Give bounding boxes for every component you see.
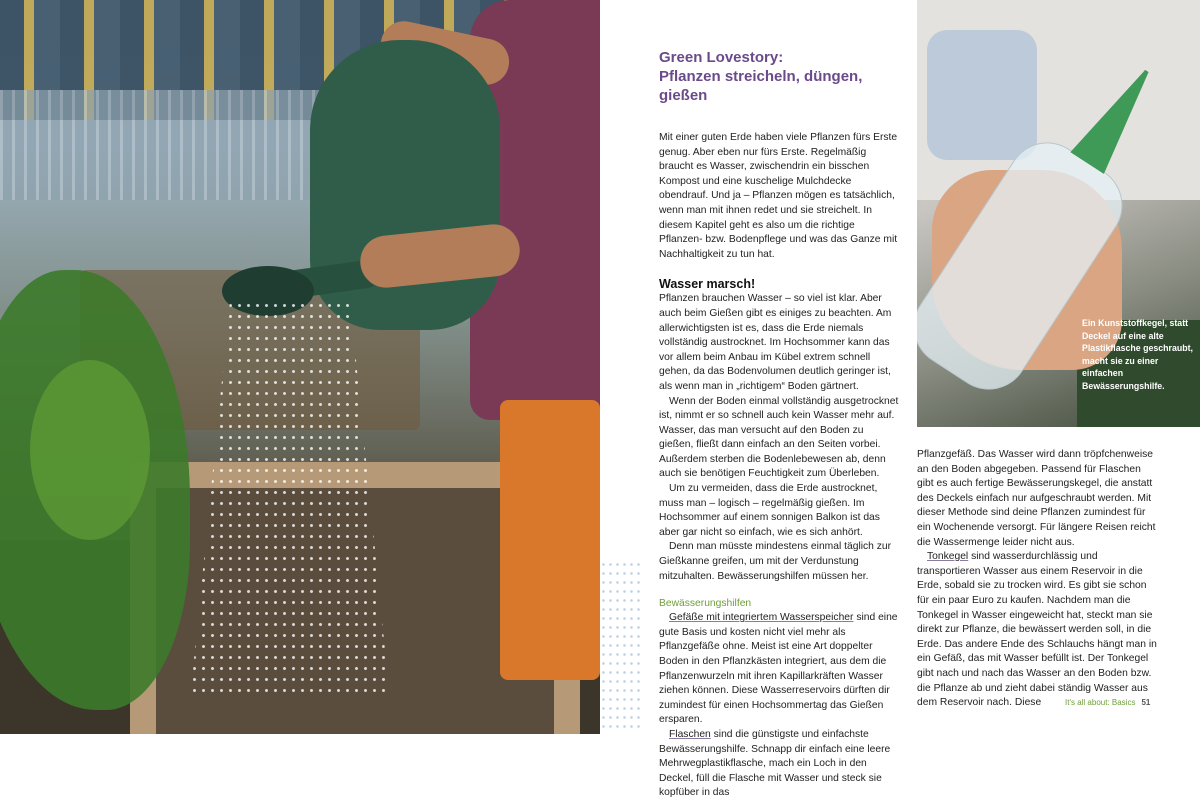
title-line-2: Pflanzen streicheln, düngen, gießen	[659, 68, 863, 104]
title-line-1: Green Lovestory:	[659, 49, 784, 66]
chapter-title	[659, 48, 899, 105]
subheading: Bewässerungshilfen	[659, 598, 752, 610]
text-column-right	[917, 448, 1157, 711]
section-heading: Wasser marsch!	[659, 277, 756, 292]
paragraph-2: Wenn der Boden einmal vollständig ausgetrocknet ist, nimmt er so schnell auch kein Wasser mehr auf. Wasser, das man versucht auf den Boden zu gießen, fließt dann einfach an den Seiten vorbei. Außerdem sterben die Bodenlebewesen ab, denn auch sie benötigen Feuchtigkeit zum Überleben.	[659, 395, 899, 480]
paragraph-5-text: sind eine gute Basis und kosten nicht viel mehr als Pflanzgefäße ohne. Meist ist eine Art doppelter Boden in den Pflanzkästen integriert, aus dem die Pflanzenwurzeln mit ihren Kapillarkräften Wasser ziehen können. Diese Wasserreservoirs dürften dir zumindest für einen Hochsommertag das Gießen ersparen.	[659, 612, 898, 726]
paragraph-4: Denn man müsste mindestens einmal täglich zur Gießkanne greifen, um mit der Verdunstung mitzuhalten. Bewässerungshilfen müssen her.	[659, 541, 892, 582]
page-number: 51	[1141, 698, 1151, 707]
paragraph-8	[917, 550, 1157, 711]
intro-paragraph: Mit einer guten Erde haben viele Pflanzen fürs Erste genug. Aber eben nur fürs Erste. Regelmäßig braucht es Wasser, zwischendrin ein bisschen Kompost und eine kuschelige Mulchdecke obendrauf. Und ja – Pflanzen mögen es tatsächlich, wenn man mit ihnen redet und sie streichelt. In diesem Kapitel geht es also um die richtige Pflanzen- bzw. Bodenpflege und was das Ganze mit Nachhaltigkeit zu tun hat.	[659, 132, 898, 260]
photo-caption: Ein Kunststoffkegel, statt Deckel auf eine alte Plastikflasche geschraubt, macht sie zu einer einfachen Bewässerungshilfe.	[1082, 318, 1193, 391]
footer-label: It's all about: Basics	[1065, 698, 1136, 707]
term-clay-cones: Tonkegel	[927, 551, 969, 563]
paragraph-7: Pflanzgefäß. Das Wasser wird dann tröpfchenweise an den Boden abgegeben. Passend für Flaschen gibt es auch fertige Bewässerungskegel, die anstatt des Deckels einfach nur aufgeschraubt werden. Mit dieser Methode sind deine Pflanzen zumindest für ein Wochenende versorgt. Für längere Reisen reicht die Wassermenge leider nicht aus.	[917, 449, 1156, 548]
paragraph-5	[659, 611, 899, 728]
watering-photo	[0, 0, 600, 734]
water-splash-decoration	[600, 560, 640, 734]
paragraph-6	[659, 728, 899, 801]
term-water-storage: Gefäße mit integriertem Wasserspeicher	[669, 612, 854, 624]
paragraph-3: Um zu vermeiden, dass die Erde austrocknet, muss man – logisch – regelmäßig gießen. Im Hochsommer auf einem sonnigen Balkon ist das aber gar nicht so einfach, wie es sich anhört.	[659, 483, 880, 538]
paragraph-1: Pflanzen brauchen Wasser – so viel ist klar. Aber auch beim Gießen gibt es einiges zu beachten. Am allerwichtigsten ist es, dass die Erde niemals vollständig austrocknet. Im Hochsommer kann das vor allem beim Anbau im Kübel extrem schnell gehen, da das Bodenvolumen deutlich geringer ist, als wenn man in „richtigem“ Boden gärtnert.	[659, 293, 892, 392]
text-column-left	[659, 48, 899, 801]
term-bottles: Flaschen	[669, 728, 711, 740]
paragraph-8-text: sind wasserdurchlässig und transportieren Wasser aus einem Reservoir in die Erde, sobald sie zu trocken wird. Es gibt sie schon für ein paar Euro zu kaufen. Nachdem man die Tonkegel in Wasser eingeweicht hat, steckt man sie direkt zur Pflanze, die bewässert werden soll, in die Erde. Das andere Ende des Schlauchs hängt man in ein Gefäß, das mit Wasser befüllt ist. Der Tonkegel gibt nach und nach das Wasser an den Boden bzw. die Pflanze ab und zieht dabei ständig Wasser aus dem Reservoir nach. Diese	[917, 551, 1157, 709]
page-footer	[1065, 698, 1150, 707]
paragraph-6-text: sind die günstigste und einfachste Bewässerungshilfe. Schnapp dir einfach eine leere Mehrwegplastikflasche, mach ein Loch in den Deckel, füll die Flasche mit Wasser und steck sie kopfüber in das	[659, 728, 891, 799]
